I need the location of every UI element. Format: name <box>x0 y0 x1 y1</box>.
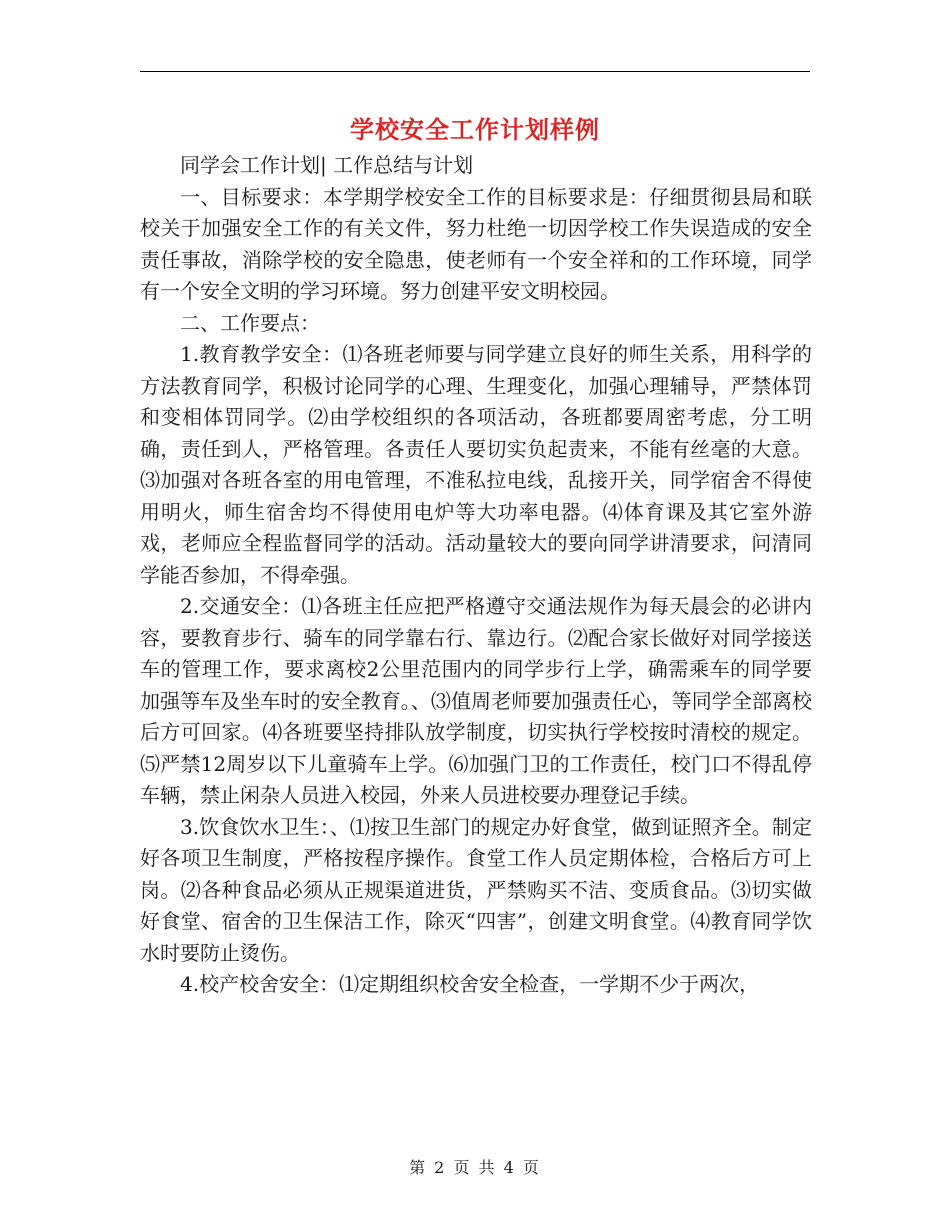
paragraph-property-safety: 4.校产校舍安全：⑴定期组织校舍安全检查，一学期不少于两次， <box>180 972 760 996</box>
paragraph-category: 同学会工作计划| 工作总结与计划 <box>180 153 474 177</box>
document-body <box>140 150 812 1001</box>
paragraph-key-points-heading: 二、工作要点： <box>180 310 320 335</box>
paragraph-traffic-safety: 2.交通安全：⑴各班主任应把严格遵守交通法规作为每天晨会的必讲内容，要教育步行、骑车的同学靠右行、靠边行。⑵配合家长做好对同学接送车的管理工作，要求离校2公里范围内的同学步行上学，确需乘车的同学要加强等车及坐车时的安全教育。、⑶值周老师要加强责任心，等同学全部离校后方可回家。⑷各班要坚持排队放学制度，切实执行学校按时清校的规定。⑸严禁12周岁以下儿童骑车上学。⑹加强门卫的工作责任，校门口不得乱停车辆，禁止闲杂人员进入校园，外来人员进校要办理登记手续。 <box>140 594 812 807</box>
page-number: 第 2 页 共 4 页 <box>409 1158 541 1177</box>
paragraph-teaching-safety: 1.教育教学安全：⑴各班老师要与同学建立良好的师生关系，用科学的方法教育同学，积极讨论同学的心理、生理变化，加强心理辅导，严禁体罚和变相体罚同学。⑵由学校组织的各项活动，各班都要周密考虑，分工明确，责任到人，严格管理。各责任人要切实负起责来，不能有丝毫的大意。⑶加强对各班各室的用电管理，不准私拉电线，乱接开关，同学宿舍不得使用明火，师生宿舍均不得使用电炉等大功率电器。⑷体育课及其它室外游戏，老师应全程监督同学的活动。活动量较大的要向同学讲清要求，问清同学能否参加，不得牵强。 <box>140 342 812 587</box>
header-rule <box>140 71 810 72</box>
paragraph-food-water-hygiene: 3.饮食饮水卫生：、⑴按卫生部门的规定办好食堂，做到证照齐全。制定好各项卫生制度，严格按程序操作。食堂工作人员定期体检，合格后方可上岗。⑵各种食品必须从正规渠道进货，严禁购买不洁、变质食品。⑶切实做好食堂、宿舍的卫生保洁工作，除灭“四害”，创建文明食堂。⑷教育同学饮水时要防止烫伤。 <box>140 814 812 965</box>
paragraph-goals: 一、目标要求：本学期学校安全工作的目标要求是：仔细贯彻县局和联校关于加强安全工作的有关文件，努力杜绝一切因学校工作失误造成的安全责任事故，消除学校的安全隐患，使老师有一个安全祥和的工作环境，同学有一个安全文明的学习环境。努力创建平安文明校园。 <box>140 184 812 303</box>
document-title: 学校安全工作计划样例 <box>350 115 600 144</box>
